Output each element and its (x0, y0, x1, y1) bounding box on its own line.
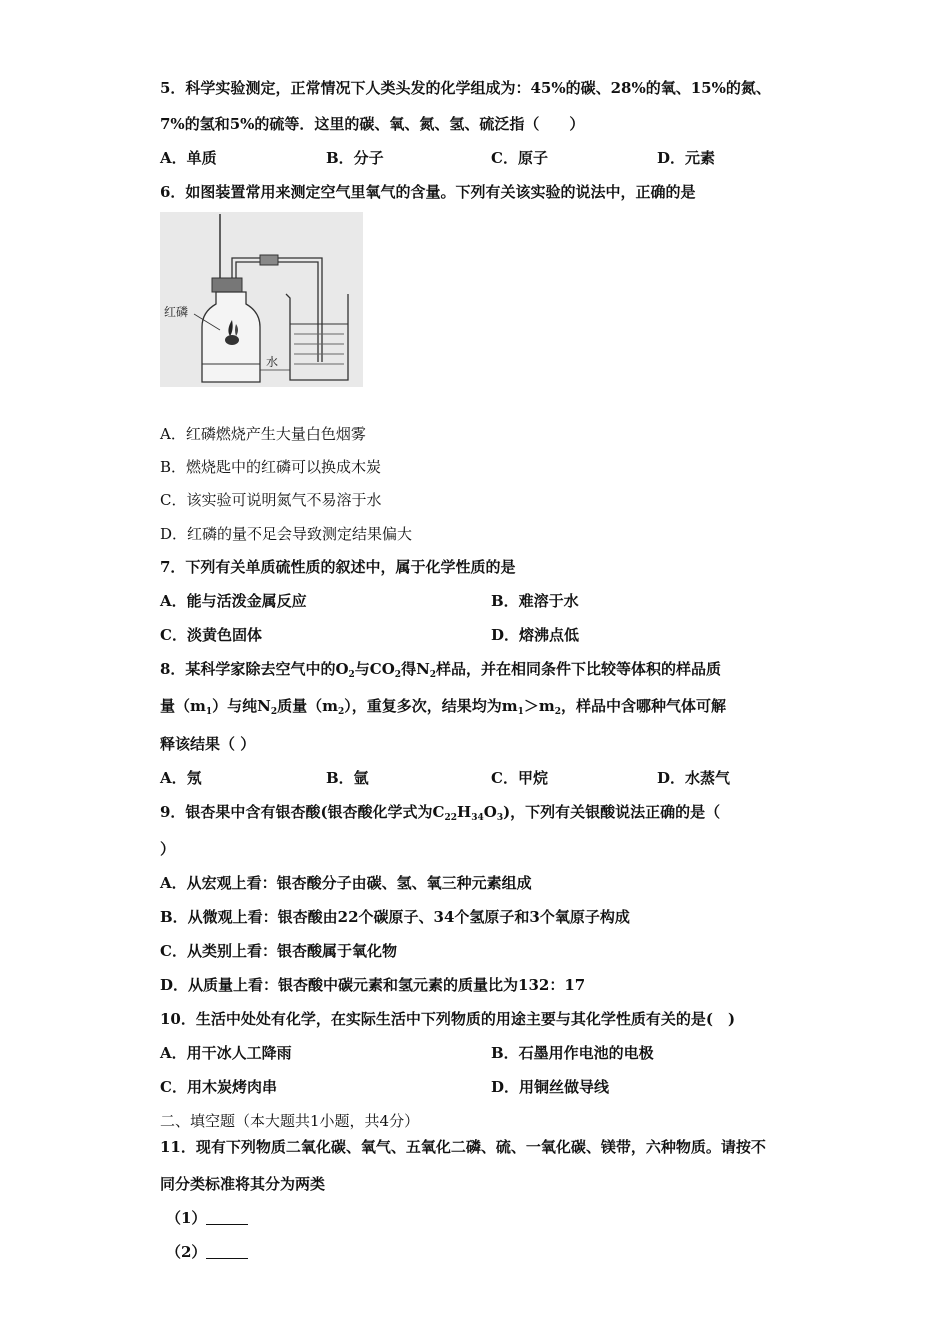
answer-blank-2[interactable] (206, 1244, 248, 1259)
q5-stem-line1: 5．科学实验测定，正常情况下人类头发的化学组成为：45%的碳、28%的氧、15%的氮、 (160, 79, 771, 97)
q7-option-b: B．难溶于水 (491, 592, 579, 610)
q9-stem-line2: ） (160, 840, 176, 858)
q10-option-a: A．用干冰人工降雨 (160, 1044, 292, 1062)
q8-stem-line3: 释该结果（ ） (160, 735, 256, 753)
q9-option-d: D．从质量上看：银杏酸中碳元素和氢元素的质量比为132：17 (160, 976, 586, 994)
q7-option-a: A．能与活泼金属反应 (160, 592, 307, 610)
q6-option-b: B．燃烧匙中的红磷可以换成木炭 (160, 458, 382, 476)
q8-stem-line2: 量$(m_1)$与纯$N_2$质量$(m_2)$，重复多次，结果均为$m_1>m_2$，样品中含哪种气体可解 (160, 697, 727, 717)
q11-stem-line2: 同分类标准将其分为两类 (160, 1175, 326, 1193)
q6-option-c: C．该实验可说明氮气不易溶于水 (160, 491, 382, 509)
answer-blank-1[interactable] (206, 1210, 248, 1225)
q9-option-c: C．从类别上看：银杏酸属于氧化物 (160, 942, 397, 960)
oxygen-experiment-figure (160, 212, 363, 387)
q6-stem: 6．如图装置常用来测定空气里氧气的含量。下列有关该实验的说法中，正确的是 (160, 183, 696, 201)
q8-stem-line1: 8．某科学家除去空气中的$O_2$与$CO_2$得$N_2$样品，并在相同条件下比较等体积的样品质 (160, 660, 722, 680)
clamp (260, 255, 278, 265)
q7-option-c: C．淡黄色固体 (160, 626, 262, 644)
label-water: 水 (266, 355, 279, 369)
q11-blank-1: （1） (166, 1208, 248, 1228)
q7-option-d: D．熔沸点低 (491, 626, 580, 644)
q5-option-a: A．单质 (160, 149, 217, 167)
q10-stem: 10．生活中处处有化学，在实际生活中下列物质的用途主要与其化学性质有关的是( ) (160, 1010, 736, 1028)
q9-option-a: A．从宏观上看：银杏酸分子由碳、氢、氧三种元素组成 (160, 874, 532, 892)
q5-option-c: C．原子 (491, 149, 548, 167)
q5-option-d: D．元素 (657, 149, 716, 167)
q8-option-c: C．甲烷 (491, 769, 548, 787)
figure-background (160, 212, 363, 387)
q6-option-a: A．红磷燃烧产生大量白色烟雾 (160, 425, 366, 443)
q11-blank-2: （2） (166, 1242, 248, 1262)
q9-stem-line1: 9．银杏果中含有银杏酸(银杏酸化学式为$C_{22}H_{34}O_3$)，下列有关银酸说法正确的是（ (160, 803, 721, 823)
q11-stem-line1: 11．现有下列物质二氧化碳、氧气、五氧化二磷、硫、一氧化碳、镁带，六种物质。请按不 (160, 1138, 766, 1156)
label-phosphorus: 红磷 (164, 305, 189, 319)
q5-option-b: B．分子 (326, 149, 384, 167)
q7-stem: 7．下列有关单质硫性质的叙述中，属于化学性质的是 (160, 558, 516, 576)
q10-option-b: B．石墨用作电池的电极 (491, 1044, 654, 1062)
q9-option-b: B．从微观上看：银杏酸由22个碳原子、34个氢原子和3个氧原子构成 (160, 908, 630, 926)
spoon-bowl (225, 335, 239, 345)
q10-option-c: C．用木炭烤肉串 (160, 1078, 277, 1096)
q8-option-d: D．水蒸气 (657, 769, 731, 787)
section-title: 二、填空题（本大题共1小题，共4分） (160, 1112, 420, 1130)
apparatus-diagram (160, 212, 363, 387)
q6-option-d: D．红磷的量不足会导致测定结果偏大 (160, 525, 413, 543)
q10-option-d: D．用铜丝做导线 (491, 1078, 610, 1096)
stopper (212, 278, 242, 292)
q8-option-b: B．氩 (326, 769, 369, 787)
q5-stem-line2: 7%的氢和5%的硫等．这里的碳、氧、氮、氢、硫泛指（ ） (160, 115, 585, 133)
q8-option-a: A．氖 (160, 769, 202, 787)
